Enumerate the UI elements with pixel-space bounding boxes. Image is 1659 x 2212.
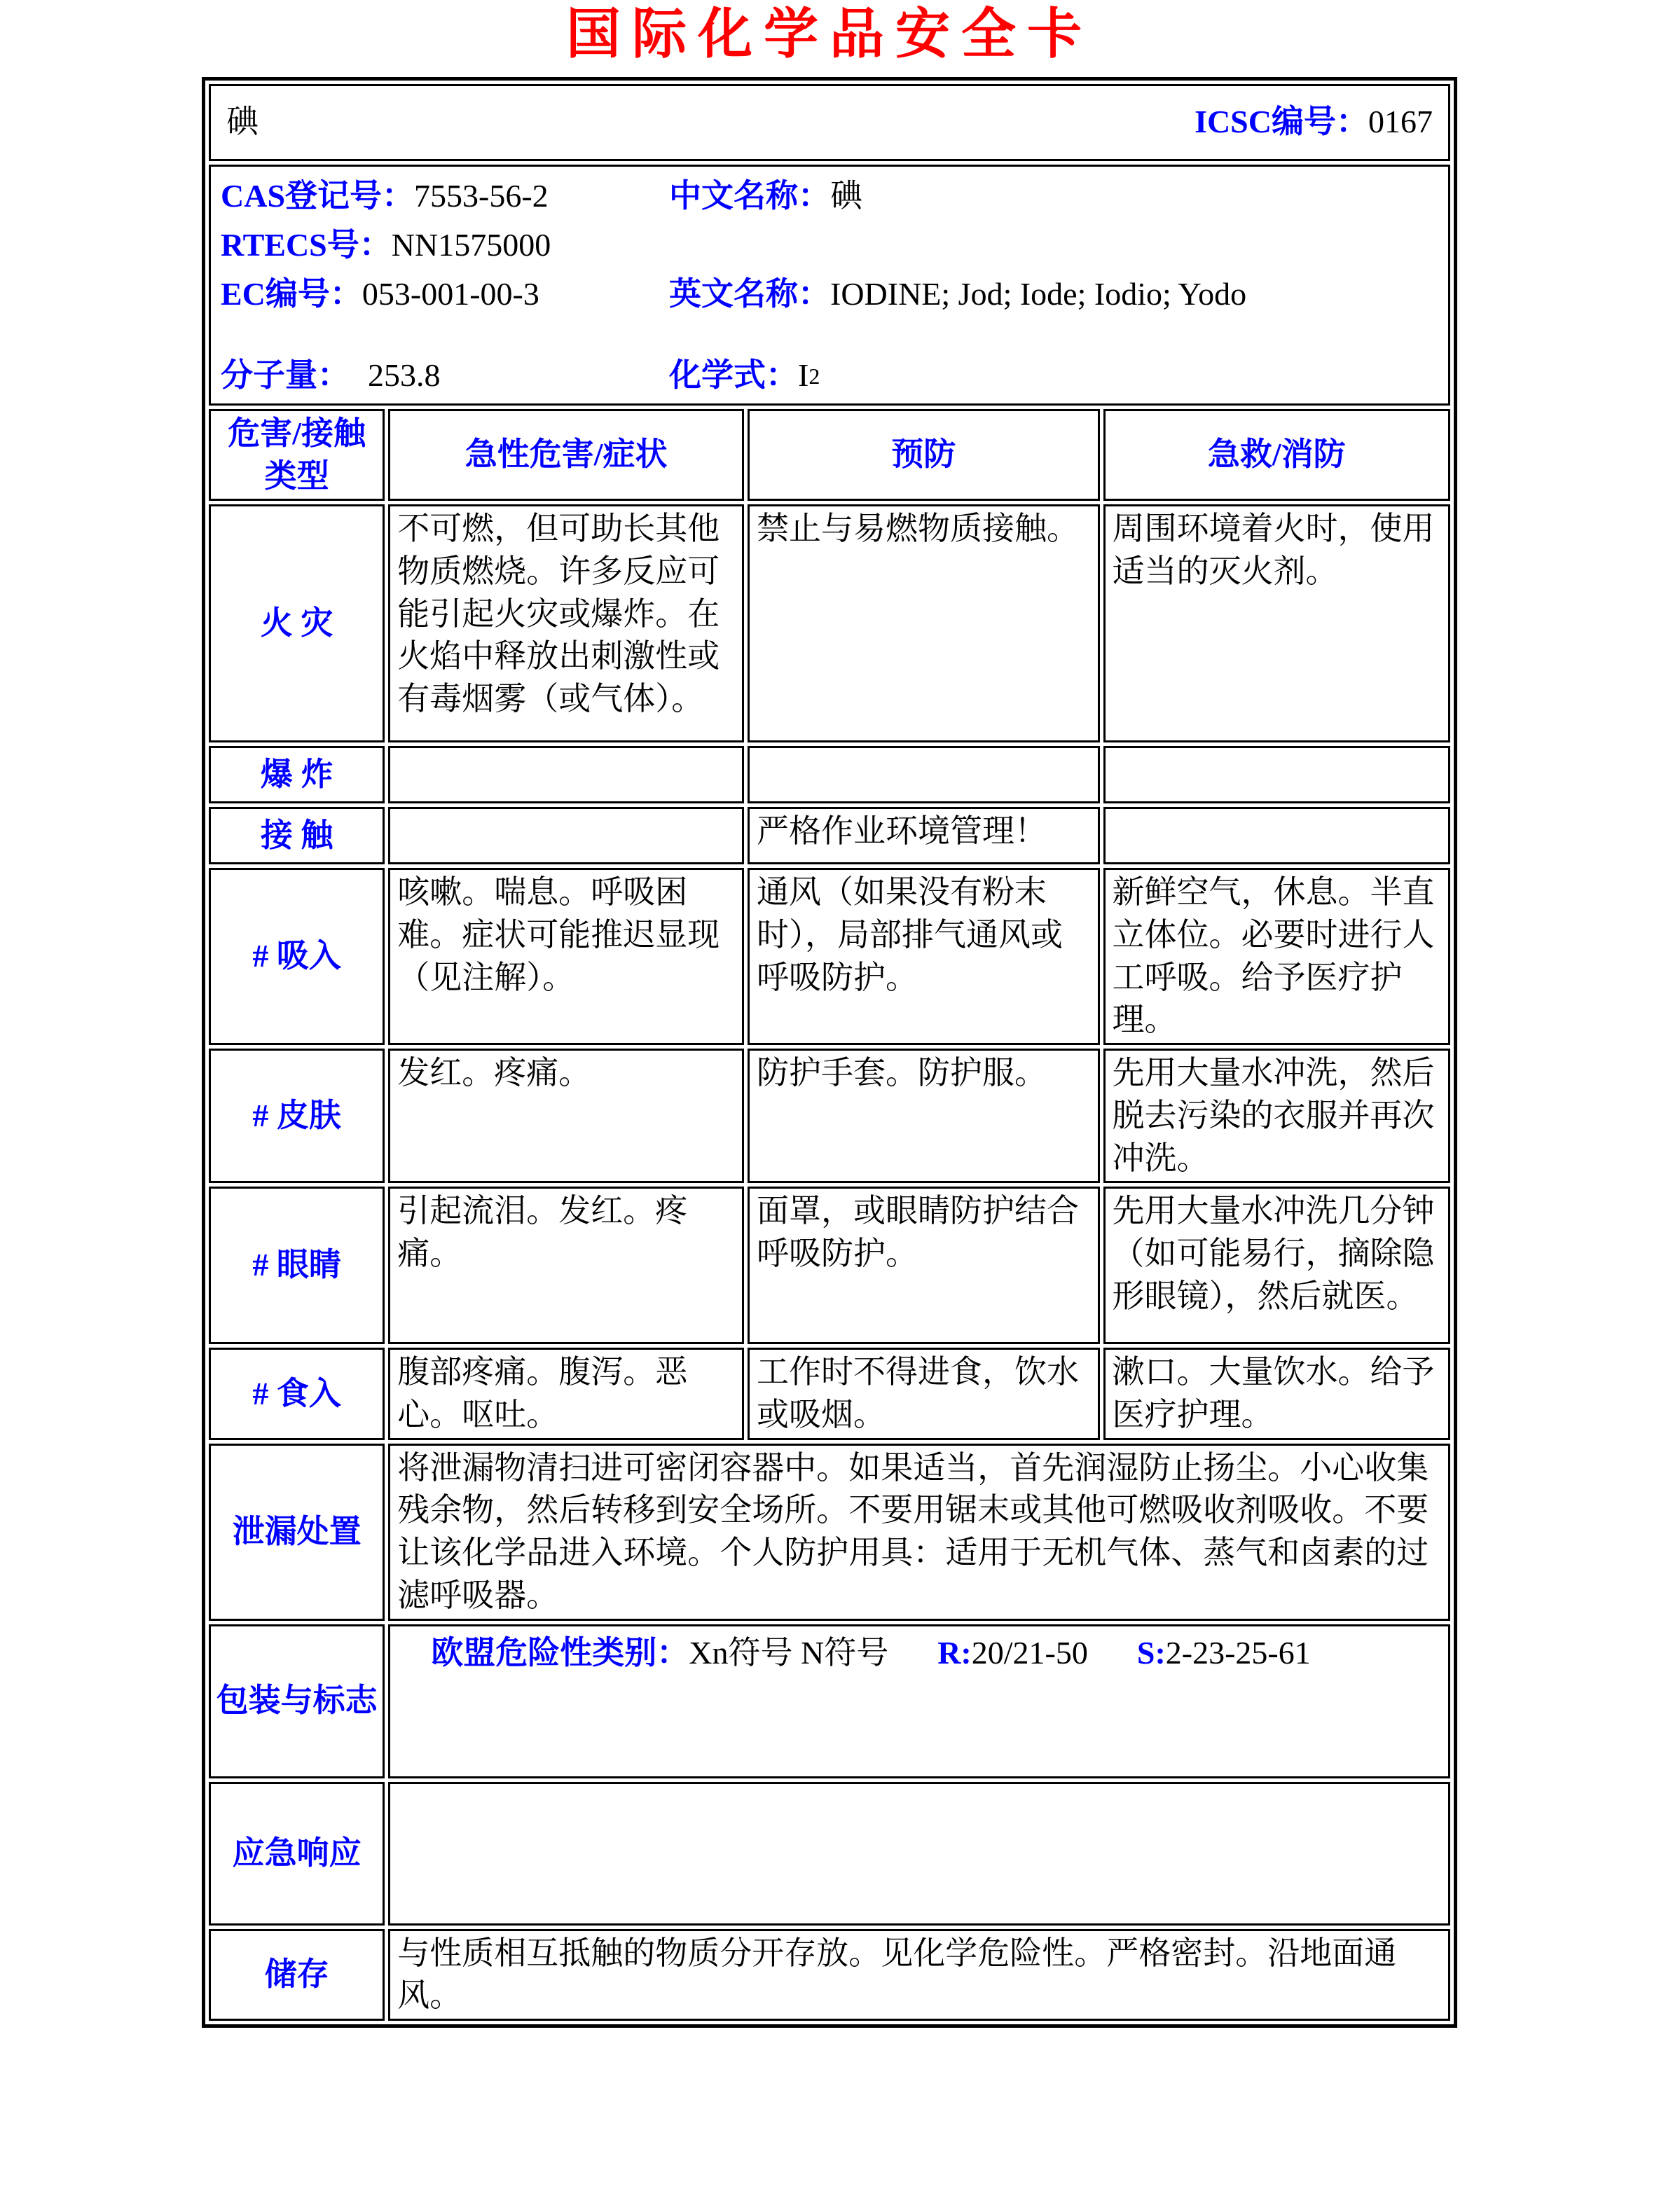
- emergency-content-cell: [388, 1782, 1450, 1926]
- row-label-eyes: # 眼睛: [209, 1187, 385, 1344]
- cas-value: 7553-56-2: [414, 178, 549, 214]
- hazard-row-contact: [209, 807, 1450, 864]
- cn-name-line: [669, 175, 1438, 219]
- storage-row: [209, 1929, 1450, 2021]
- packaging-content-cell: [388, 1624, 1450, 1778]
- identifiers-cell: [209, 165, 1450, 406]
- cas-label: CAS登记号：: [221, 178, 415, 214]
- explosion-prevention-cell: [748, 746, 1100, 803]
- contact-symptoms-cell: [388, 807, 744, 864]
- inhalation-symptoms-cell: 咳嗽。喘息。呼吸困难。症状可能推迟显现（见注解）。: [388, 868, 744, 1045]
- storage-content-cell: 与性质相互抵触的物质分开存放。见化学危险性。严格密封。沿地面通风。: [388, 1929, 1450, 2021]
- row-label-spill: 泄漏处置: [209, 1444, 385, 1621]
- header-hazard-type-line1: 危害/接触: [228, 415, 366, 451]
- fire-firstaid-cell: 周围环境着火时，使用适当的灭火剂。: [1103, 504, 1450, 742]
- name-cell: [209, 84, 1450, 161]
- contact-prevention-cell: 严格作业环境管理！: [748, 807, 1100, 864]
- packaging-row: [209, 1624, 1450, 1778]
- eyes-firstaid-cell: 先用大量水冲洗几分钟（如可能易行，摘除隐形眼镜），然后就医。: [1103, 1187, 1450, 1344]
- formula-label: 化学式：: [669, 357, 798, 394]
- row-label-inhalation: # 吸入: [209, 868, 385, 1045]
- spacer: [669, 224, 1438, 268]
- column-header-row: [209, 409, 1450, 501]
- explosion-firstaid-cell: [1103, 746, 1450, 803]
- eu-symbols: Xn符号 N符号: [689, 1634, 889, 1671]
- row-label-explosion: 爆 炸: [209, 746, 385, 803]
- s-phrase-label: S:: [1136, 1634, 1166, 1671]
- cn-name-label: 中文名称：: [669, 178, 830, 214]
- row-label-contact: 接 触: [209, 807, 385, 864]
- molecular-weight-value: 253.8: [368, 357, 441, 394]
- hazard-row-explosion: [209, 746, 1450, 803]
- substance-name: 碘: [226, 104, 259, 140]
- en-name-label: 英文名称：: [669, 276, 830, 312]
- explosion-symptoms-cell: [388, 746, 744, 803]
- r-phrase-label: R:: [937, 1634, 972, 1671]
- skin-symptoms-cell: 发红。疼痛。: [388, 1049, 744, 1183]
- ingestion-firstaid-cell: 漱口。大量饮水。给予医疗护理。: [1103, 1348, 1450, 1439]
- identifiers-row: [209, 165, 1450, 406]
- inhalation-prevention-cell: 通风（如果没有粉末时），局部排气通风或呼吸防护。: [748, 868, 1100, 1045]
- cn-name-value: 碘: [830, 178, 862, 214]
- ec-line: [221, 273, 669, 317]
- icsc-number-group: [1195, 101, 1433, 144]
- contact-firstaid-cell: [1103, 807, 1450, 864]
- name-row: [209, 84, 1450, 161]
- hazard-row-fire: [209, 504, 1450, 742]
- molecular-weight-line: [221, 354, 669, 398]
- spill-row: [209, 1444, 1450, 1621]
- skin-prevention-cell: 防护手套。防护服。: [748, 1049, 1100, 1183]
- skin-firstaid-cell: 先用大量水冲洗，然后脱去污染的衣服并再次冲洗。: [1103, 1049, 1450, 1183]
- icsc-number: 0167: [1368, 104, 1433, 140]
- spill-content-cell: 将泄漏物清扫进可密闭容器中。如果适当，首先润湿防止扬尘。小心收集残余物，然后转移到安全场所。不要用锯末或其他可燃吸收剂吸收。不要让该化学品进入环境。个人防护用具：适用于无机气体、蒸气和卤素的过滤呼吸器。: [388, 1444, 1450, 1621]
- icsc-label: ICSC编号：: [1195, 104, 1368, 140]
- s-phrase-value: 2-23-25-61: [1165, 1634, 1311, 1671]
- row-label-packaging: 包装与标志: [209, 1624, 385, 1778]
- header-hazard-type: [209, 409, 385, 501]
- fire-prevention-cell: 禁止与易燃物质接触。: [748, 504, 1100, 742]
- header-hazard-type-line2: 类型: [264, 457, 329, 494]
- ec-label: EC编号：: [221, 276, 362, 312]
- formula-subscript: 2: [808, 363, 820, 389]
- r-phrase-value: 20/21-50: [971, 1634, 1088, 1671]
- header-acute-hazards: 急性危害/症状: [388, 409, 744, 501]
- ingestion-symptoms-cell: 腹部疼痛。腹泻。恶心。呕吐。: [388, 1348, 744, 1439]
- header-prevention: 预防: [748, 409, 1100, 501]
- row-label-ingestion: # 食入: [209, 1348, 385, 1439]
- rtecs-value: NN1575000: [391, 227, 551, 263]
- en-name-value: IODINE; Jod; Iode; Iodio; Yodo: [830, 276, 1247, 312]
- cas-line: [221, 175, 669, 219]
- rtecs-label: RTECS号：: [221, 227, 392, 263]
- hazard-row-inhalation: [209, 868, 1450, 1045]
- fire-symptoms-cell: 不可燃，但可助长其他物质燃烧。许多反应可能引起火灾或爆炸。在火焰中释放出刺激性或有毒烟雾（或气体）。: [388, 504, 744, 742]
- rtecs-line: [221, 224, 669, 268]
- hazard-row-ingestion: [209, 1348, 1450, 1439]
- page-title: 国际化学品安全卡: [565, 4, 1093, 64]
- header-first-aid: 急救/消防: [1103, 409, 1450, 501]
- icsc-card-table: [202, 77, 1457, 2028]
- en-name-line: [669, 273, 1438, 317]
- row-label-skin: # 皮肤: [209, 1049, 385, 1183]
- formula-base: I: [798, 357, 809, 394]
- row-label-fire: 火 灾: [209, 504, 385, 742]
- ingestion-prevention-cell: 工作时不得进食，饮水或吸烟。: [748, 1348, 1100, 1439]
- eyes-symptoms-cell: 引起流泪。发红。疼痛。: [388, 1187, 744, 1344]
- eu-class-label: 欧盟危险性类别：: [431, 1634, 689, 1671]
- hazard-row-skin: [209, 1049, 1450, 1183]
- inhalation-firstaid-cell: 新鲜空气，休息。半直立体位。必要时进行人工呼吸。给予医疗护理。: [1103, 868, 1450, 1045]
- formula-line: [669, 354, 1438, 398]
- hazard-row-eyes: [209, 1187, 1450, 1344]
- eyes-prevention-cell: 面罩，或眼睛防护结合呼吸防护。: [748, 1187, 1100, 1344]
- emergency-row: [209, 1782, 1450, 1926]
- row-label-emergency: 应急响应: [209, 1782, 385, 1926]
- row-label-storage: 储存: [209, 1929, 385, 2021]
- eu-classification-line: [431, 1632, 1441, 1675]
- molecular-weight-label: 分子量：: [221, 357, 350, 394]
- ec-value: 053-001-00-3: [362, 276, 539, 312]
